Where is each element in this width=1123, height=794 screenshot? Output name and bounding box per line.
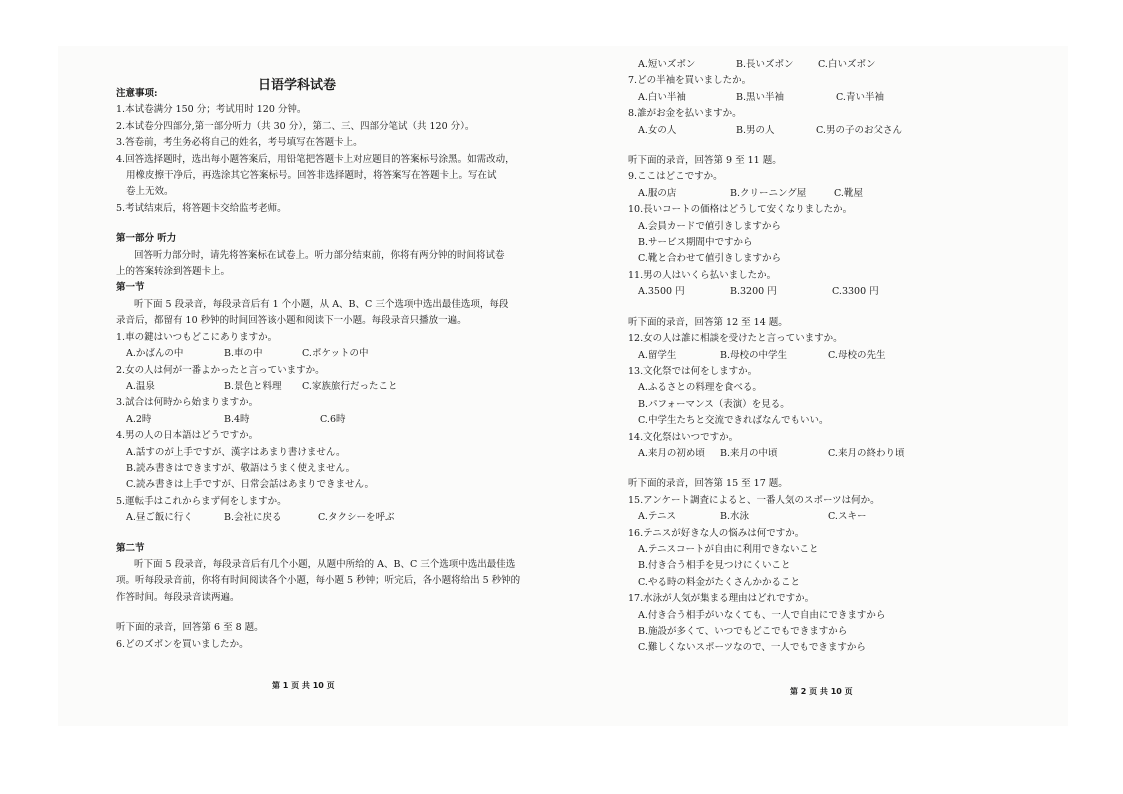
question: 1.車の鍵はいつもどこにありますか。 <box>116 331 278 343</box>
option: C.やる時の料金がたくさんかかること <box>638 576 800 588</box>
part1-intro: 回答听力部分时，请先将答案标在试卷上。听力部分结束前，你将有两分钟的时间将试卷 <box>134 249 505 261</box>
option: C.スキー <box>828 511 867 523</box>
question: 8.誰がお金を払いますか。 <box>628 108 742 120</box>
question: 16.テニスが好きな人の悩みは何ですか。 <box>628 527 805 539</box>
right-page <box>628 57 928 657</box>
option: A.テニス <box>638 511 677 523</box>
option: A.ふるさとの料理を食べる。 <box>638 382 762 394</box>
page-footer-2: 第 2 页 共 10 页 <box>790 687 853 696</box>
question: 3.試合は何時から始まりますか。 <box>116 397 259 409</box>
question: 12.女の人は誰に相談を受けたと言っていますか。 <box>628 333 843 345</box>
option: B.長いズボン <box>736 59 794 70</box>
option: A.温泉 <box>126 380 155 392</box>
option: C.家族旅行だったこと <box>302 380 398 392</box>
notes-heading: 注意事项: <box>116 88 158 99</box>
option: B.水泳 <box>720 511 750 523</box>
part1-heading: 第一部分 听力 <box>116 233 177 245</box>
section2-intro: 听下面 5 段录音，每段录音后有几个小题，从题中所给的 A、B、C 三个选项中选出最佳选 <box>134 558 516 570</box>
option: B.4時 <box>224 413 250 425</box>
option: C.6時 <box>320 413 346 425</box>
question: 10.長いコートの価格はどうして安くなりましたか。 <box>628 204 853 216</box>
option: C.男の子のお父さん <box>816 124 902 136</box>
note-item: 1.本试卷满分 150 分；考试用时 120 分钟。 <box>116 104 307 116</box>
option: C.白いズボン <box>818 59 876 70</box>
note-item: 3.答卷前，考生务必将自己的姓名，考号填写在答题卡上。 <box>116 137 363 149</box>
option: B.施設が多くて、いつでもどこでもできますから <box>638 626 848 637</box>
section2-intro: 作答时间。每段录音读两遍。 <box>116 591 240 603</box>
group-instruction: 听下面的录音，回答第 6 至 8 题。 <box>116 622 264 634</box>
option: C.ポケットの中 <box>302 348 369 360</box>
option: B.母校の中学生 <box>720 349 788 361</box>
option: B.パフォーマンス（表演）を見る。 <box>638 398 790 410</box>
option: B.読み書きはできますが、敬語はうまく使えません。 <box>126 462 356 474</box>
option: B.クリーニング屋 <box>730 187 807 199</box>
options-row <box>628 186 928 202</box>
section1-intro: 录音后，都留有 10 秒钟的时间回答该小题和阅读下一小题。每段录音只播放一遍。 <box>116 315 467 327</box>
options-row <box>628 123 928 139</box>
question: 9.ここはどこですか。 <box>628 171 723 183</box>
option: C.来月の終わり頃 <box>828 447 905 459</box>
option: A.2時 <box>126 413 152 425</box>
option: A.話すのが上手ですが、漢字はあまり書けません。 <box>126 446 346 458</box>
option: A.3500 円 <box>638 286 685 298</box>
options-row <box>116 379 488 395</box>
option: C.母校の先生 <box>828 349 886 361</box>
options-row <box>628 348 928 364</box>
note-item: 5.考试结束后，将答题卡交给监考老师。 <box>116 202 287 214</box>
options-row <box>116 346 488 362</box>
group-instruction: 听下面的录音，回答第 9 至 11 题。 <box>628 155 782 167</box>
options-row <box>628 57 928 73</box>
option: C.読み書きは上手ですが、日常会話はあまりできません。 <box>126 479 375 491</box>
option: A.会員カードで値引きしますから <box>638 220 781 232</box>
option: A.短いズボン <box>638 59 696 70</box>
part1-intro: 上的答案转涂到答题卡上。 <box>116 266 231 278</box>
option: B.黒い半袖 <box>736 91 785 103</box>
option: A.付き合う相手がいなくても、一人で自由にできますから <box>638 609 886 621</box>
option: A.テニスコートが自由に利用できないこと <box>638 543 819 555</box>
question: 17.水泳が人気が集まる理由はどれですか。 <box>628 593 815 605</box>
options-row <box>628 446 928 462</box>
page-footer-1: 第 1 页 共 10 页 <box>272 681 335 690</box>
option: A.かばんの中 <box>126 348 184 360</box>
section1-heading: 第一节 <box>116 282 145 294</box>
note-item: 卷上无效。 <box>126 186 174 198</box>
option: C.難しくないスポーツなので、一人でもできますから <box>638 642 866 654</box>
option: A.服の店 <box>638 187 677 199</box>
options-row <box>628 90 928 106</box>
option: C.3300 円 <box>832 286 879 298</box>
page-title: 日语学科试卷 <box>258 78 337 93</box>
note-item: 2.本试卷分四部分,第一部分听力（共 30 分），第二、三、四部分笔试（共 120 分）。 <box>116 120 475 132</box>
option: B.付き合う相手を見つけにくいこと <box>638 560 791 572</box>
left-page <box>116 72 521 653</box>
group-instruction: 听下面的录音，回答第 15 至 17 题。 <box>628 478 788 490</box>
option: A.昼ご飯に行く <box>126 512 193 524</box>
question: 5.運転手はこれからまず何をしますか。 <box>116 495 287 507</box>
question: 4.男の人の日本語はどうですか。 <box>116 430 259 442</box>
question: 2.女の人は何が一番よかったと言っていますか。 <box>116 364 325 376</box>
options-row <box>628 509 928 525</box>
section2-heading: 第二节 <box>116 542 145 554</box>
option: B.サービス期間中ですから <box>638 237 753 249</box>
option: A.女の人 <box>638 124 677 136</box>
question: 13.文化祭では何をしますか。 <box>628 365 758 377</box>
section1-intro: 听下面 5 段录音，每段录音后有 1 个小题，从 A、B、C 三个选项中选出最佳选项，每段 <box>134 298 509 310</box>
options-row <box>116 412 488 428</box>
question: 11.男の人はいくら払いましたか。 <box>628 269 777 281</box>
question: 14.文化祭はいつですか。 <box>628 431 739 443</box>
option: A.留学生 <box>638 349 677 361</box>
question: 15.アンケート調査によると、一番人気のスポーツは何か。 <box>628 494 880 506</box>
option: B.男の人 <box>736 124 775 136</box>
option: B.会社に戻る <box>224 512 282 524</box>
option: C.靴屋 <box>834 187 863 199</box>
option: B.来月の中頃 <box>720 447 778 459</box>
option: C.青い半袖 <box>836 91 884 103</box>
group-instruction: 听下面的录音，回答第 12 至 14 题。 <box>628 316 788 328</box>
question: 7.どの半袖を買いましたか。 <box>628 75 752 87</box>
option: A.来月の初め頃 <box>638 447 705 459</box>
note-item: 用橡皮擦干净后，再选涂其它答案标号。回答非选择题时，将答案写在答题卡上。写在试 <box>126 170 497 182</box>
option: A.白い半袖 <box>638 91 686 103</box>
section2-intro: 项。听每段录音前，你将有时间阅读各个小题，每小题 5 秒钟；听完后，各小题将给出 5 秒钟的 <box>116 575 521 587</box>
options-row <box>116 510 488 526</box>
options-row <box>628 284 928 300</box>
note-item: 4.回答选择题时，选出每小题答案后，用铅笔把答题卡上对应题目的答案标号涂黑。如需改动， <box>116 153 515 165</box>
question: 6.どのズボンを買いましたか。 <box>116 638 249 650</box>
option: C.タクシーを呼ぶ <box>318 512 395 524</box>
option: C.靴と合わせて値引きしますから <box>638 253 781 265</box>
option: B.3200 円 <box>730 286 777 298</box>
option: C.中学生たちと交流できればなんでもいい。 <box>638 415 829 427</box>
option: B.景色と料理 <box>224 380 282 392</box>
option: B.車の中 <box>224 348 263 360</box>
